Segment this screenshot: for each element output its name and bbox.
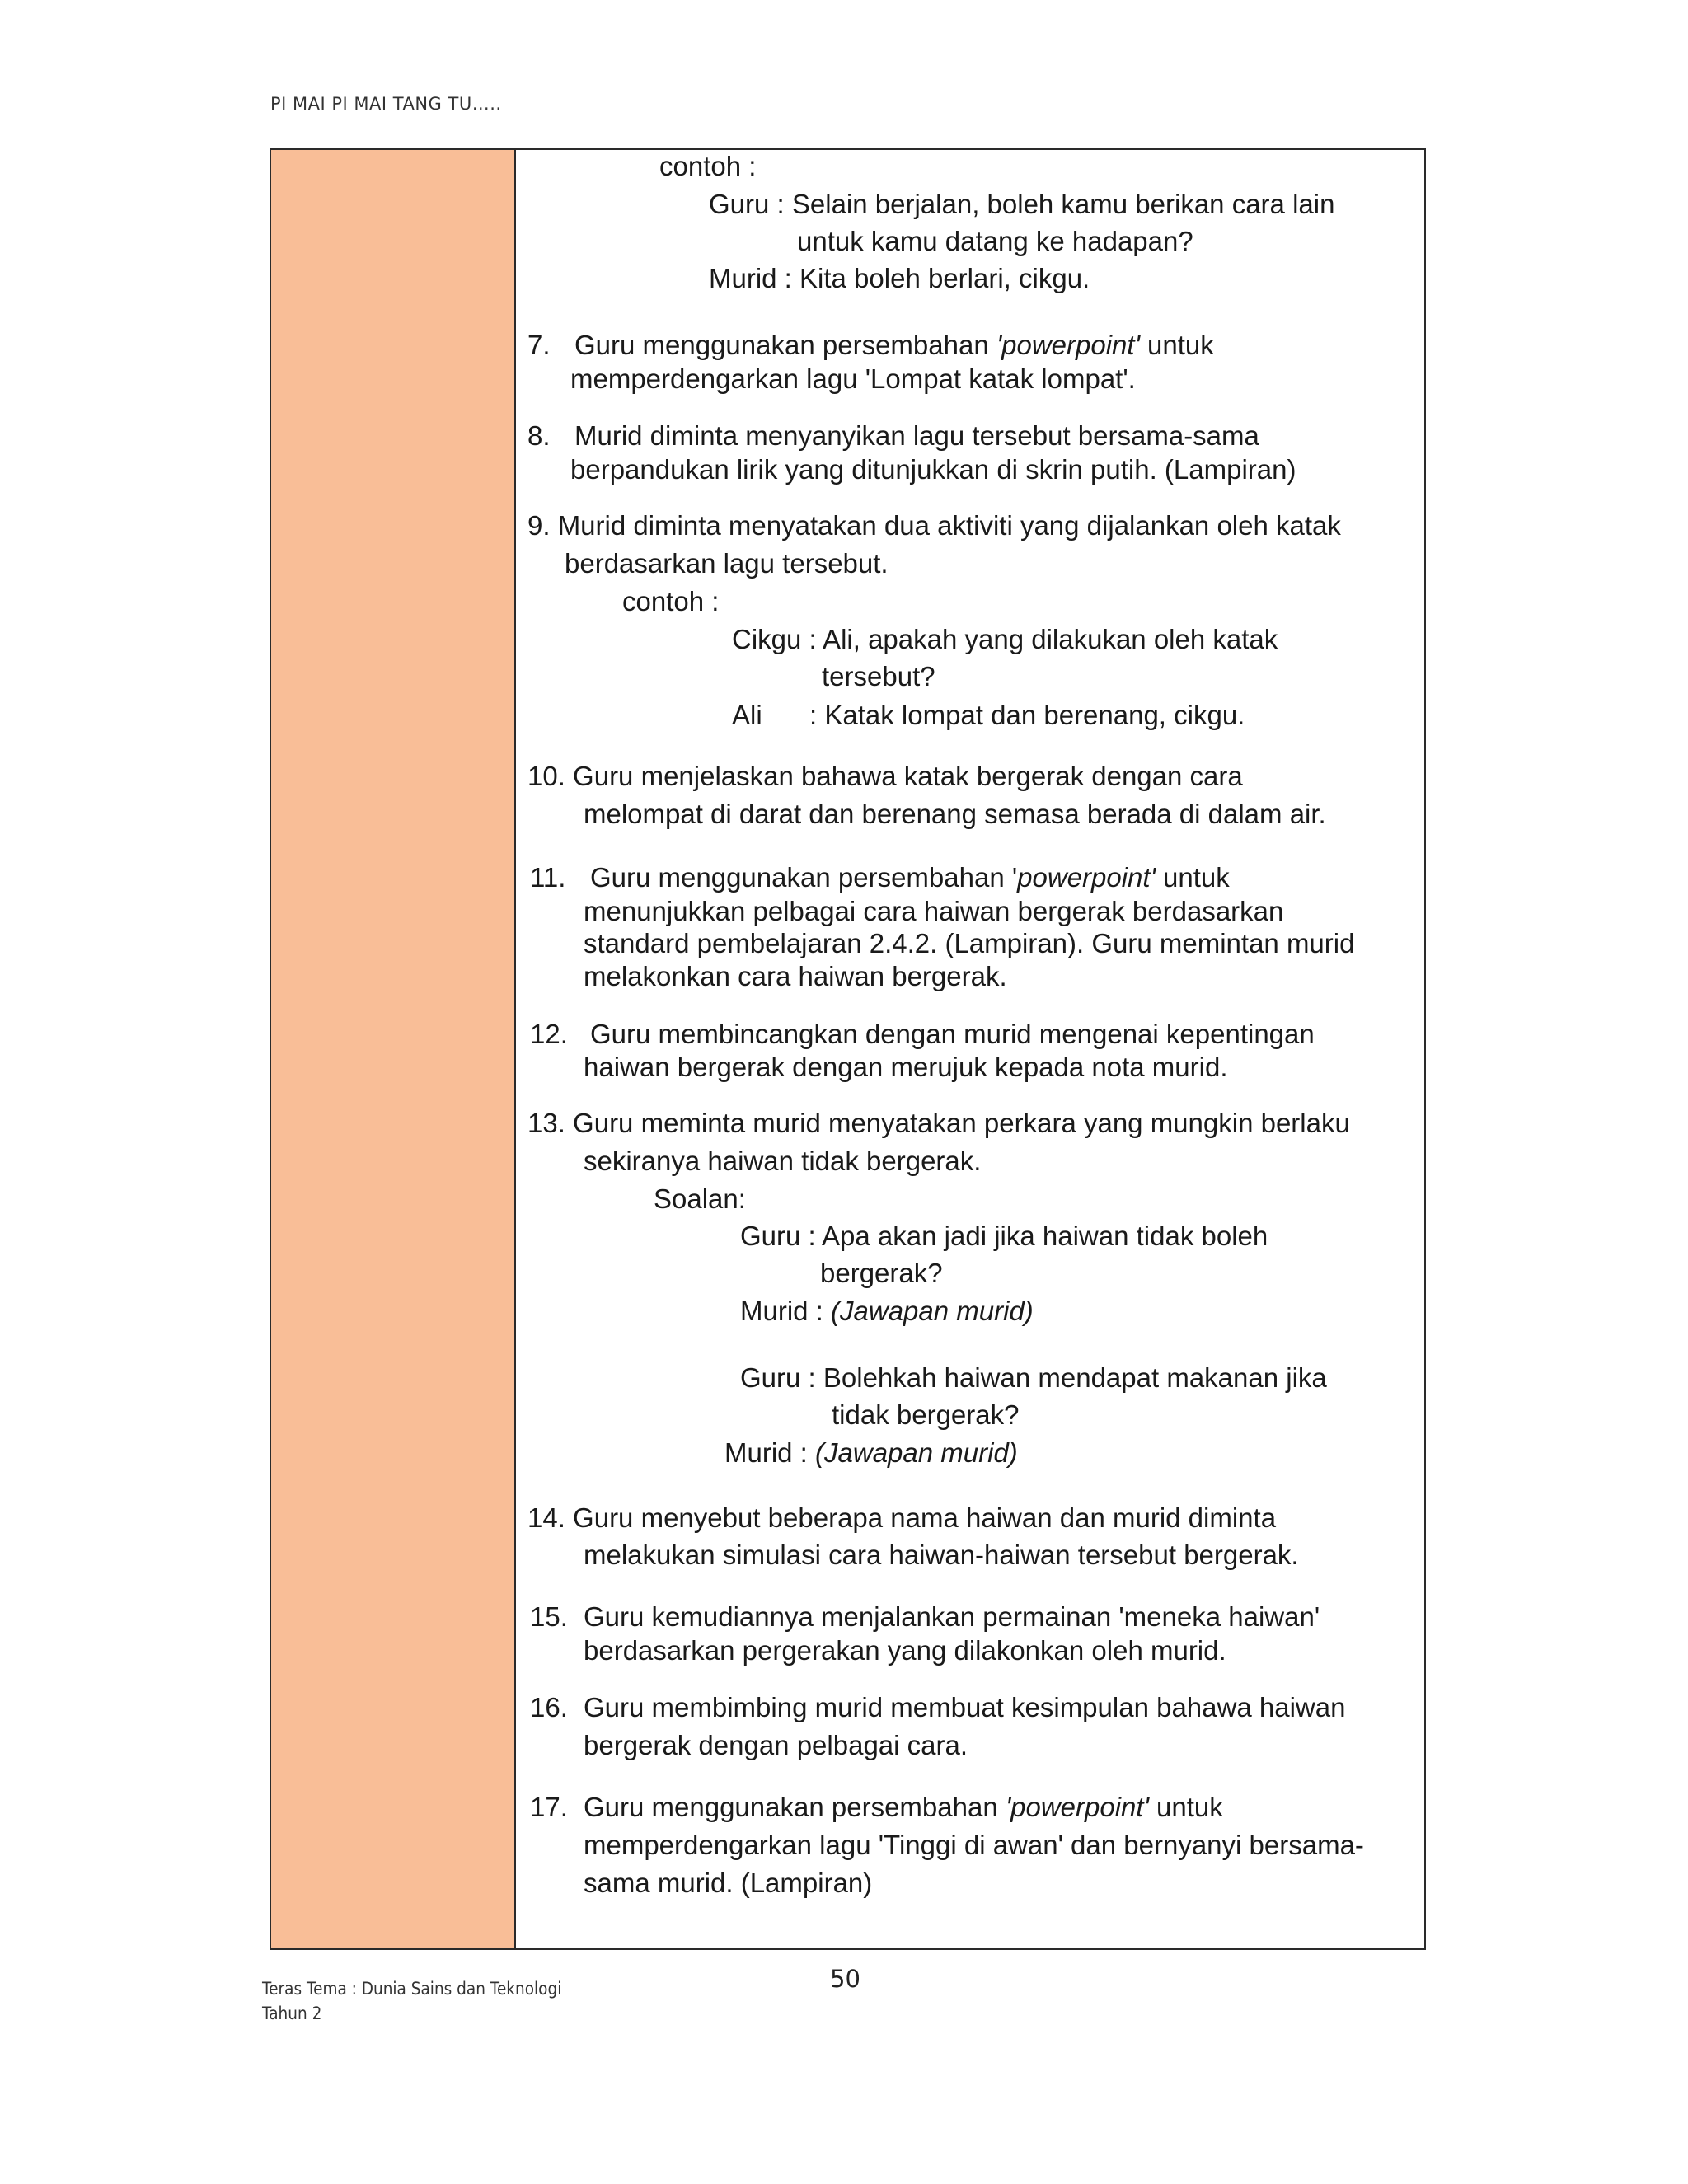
text-line-s8-num: 8. — [528, 420, 551, 451]
text-line-s13-soalan: Soalan: — [654, 1183, 746, 1214]
text-run: untuk — [1155, 862, 1230, 893]
text-line-s13-q2-guru-2: tidak bergerak? — [832, 1399, 1020, 1430]
text-line-s15-l2: berdasarkan pergerakan yang dilakonkan oleh murid. — [584, 1635, 1226, 1666]
text-line-s9-ali-name: Ali — [732, 700, 762, 730]
text-line-s17-l2: memperdengarkan lagu 'Tinggi di awan' dan bernyanyi bersama- — [584, 1830, 1364, 1860]
text-line-s10-l1: 10. Guru menjelaskan bahawa katak bergerak dengan cara — [528, 761, 1243, 791]
text-run: Murid : — [740, 1296, 832, 1326]
text-line-s11-num: 11. — [530, 862, 566, 893]
text-line-s12-l1: Guru membincangkan dengan murid mengenai kepentingan — [590, 1019, 1315, 1049]
text-line-s12-l2: haiwan bergerak dengan merujuk kepada nota murid. — [584, 1052, 1228, 1082]
text-line-s9-ex: contoh : — [622, 586, 720, 616]
text-line-s17-num: 17. — [530, 1792, 568, 1822]
text-line-s17-l1 — [584, 1791, 1223, 1824]
text-line-ex1-guru-1: Guru : Selain berjalan, boleh kamu berikan cara lain — [709, 189, 1335, 219]
text-line-s14-l2: melakukan simulasi cara haiwan-haiwan tersebut bergerak. — [584, 1540, 1299, 1570]
text-line-s16-l2: bergerak dengan pelbagai cara. — [584, 1730, 968, 1760]
text-line-s13-l1: 13. Guru meminta murid menyatakan perkara yang mungkin berlaku — [528, 1108, 1350, 1138]
text-line-s11-l4: melakonkan cara haiwan bergerak. — [584, 961, 1007, 991]
text-line-s12-num: 12. — [530, 1019, 568, 1049]
italic-term: 'powerpoint' — [996, 330, 1140, 360]
text-line-s13-q1-guru-2: bergerak? — [820, 1258, 943, 1288]
text-line-s9-l2: berdasarkan lagu tersebut. — [565, 548, 889, 579]
text-line-s11-l1 — [590, 861, 1230, 894]
text-line-s7-l2: memperdengarkan lagu 'Lompat katak lompat'. — [570, 363, 1136, 394]
text-line-ex1-label: contoh : — [659, 151, 757, 181]
text-line-s11-l2: menunjukkan pelbagai cara haiwan bergerak berdasarkan — [584, 896, 1284, 926]
text-line-s9-cikgu-2: tersebut? — [822, 661, 935, 691]
text-line-s9-cikgu-1: Cikgu : Ali, apakah yang dilakukan oleh katak — [732, 624, 1278, 654]
text-line-s14-l1: 14. Guru menyebut beberapa nama haiwan dan murid diminta — [528, 1502, 1277, 1533]
text-run: Guru menggunakan persembahan — [574, 330, 996, 360]
running-header: PI MAI PI MAI TANG TU….. — [270, 94, 502, 114]
text-line-ex1-murid: Murid : Kita boleh berlari, cikgu. — [709, 263, 1090, 293]
text-line-s11-l3: standard pembelajaran 2.4.2. (Lampiran). Guru memintan murid — [584, 928, 1355, 958]
page-number: 50 — [830, 1965, 860, 1993]
text-run: Guru menggunakan persembahan ' — [590, 862, 1018, 893]
text-run: untuk — [1139, 330, 1214, 360]
text-line-s13-l2: sekiranya haiwan tidak bergerak. — [584, 1146, 982, 1176]
text-line-s8-l2: berpandukan lirik yang ditunjukkan di skrin putih. (Lampiran) — [570, 454, 1296, 485]
text-line-s8-l1: Murid diminta menyanyikan lagu tersebut bersama-sama — [574, 420, 1259, 451]
text-run: Guru menggunakan persembahan — [584, 1792, 1006, 1822]
footer-theme: Teras Tema : Dunia Sains dan Teknologi — [262, 1979, 562, 1999]
text-line-s13-q2-guru-1: Guru : Bolehkah haiwan mendapat makanan jika — [740, 1362, 1327, 1393]
text-line-s7-num: 7. — [528, 330, 551, 360]
left-column-cell — [271, 150, 516, 1948]
text-run: untuk — [1148, 1792, 1223, 1822]
text-line-s16-num: 16. — [530, 1692, 568, 1722]
text-line-s13-q1-murid — [740, 1295, 1034, 1328]
italic-term: (Jawapan murid) — [815, 1437, 1018, 1468]
text-line-s15-num: 15. — [530, 1601, 568, 1632]
text-line-s16-l1: Guru membimbing murid membuat kesimpulan bahawa haiwan — [584, 1692, 1346, 1722]
text-line-ex1-guru-2: untuk kamu datang ke hadapan? — [797, 226, 1193, 256]
text-run: Murid : — [724, 1437, 816, 1468]
text-line-s15-l1: Guru kemudiannya menjalankan permainan 'meneka haiwan' — [584, 1601, 1320, 1632]
text-line-s17-l3: sama murid. (Lampiran) — [584, 1868, 873, 1898]
text-line-s13-q2-murid — [724, 1436, 1018, 1469]
text-line-s9-l1: 9. Murid diminta menyatakan dua aktiviti yang dijalankan oleh katak — [528, 510, 1341, 541]
text-line-s7-l1 — [574, 329, 1214, 362]
text-line-s9-ali-text: : Katak lompat dan berenang, cikgu. — [809, 700, 1245, 730]
italic-term: (Jawapan murid) — [831, 1296, 1034, 1326]
italic-term: powerpoint' — [1017, 862, 1156, 893]
text-line-s13-q1-guru-1: Guru : Apa akan jadi jika haiwan tidak boleh — [740, 1221, 1268, 1251]
footer-year: Tahun 2 — [262, 2004, 322, 2023]
italic-term: 'powerpoint' — [1005, 1792, 1149, 1822]
footer-info — [262, 1976, 561, 2026]
text-line-s10-l2: melompat di darat dan berenang semasa berada di dalam air. — [584, 799, 1326, 829]
